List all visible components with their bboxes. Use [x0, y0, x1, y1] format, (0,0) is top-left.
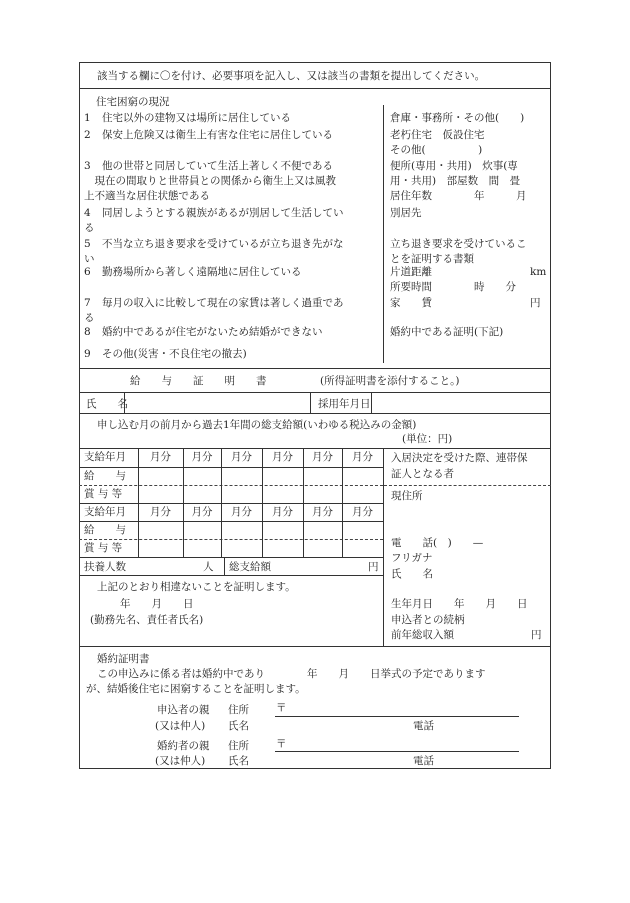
- period-text: 申し込む月の前月から過去1年間の総支給額(いわゆる税込みの金額): [97, 419, 417, 431]
- month-header: 月分: [352, 451, 373, 463]
- housing-item-text: 不当な立ち退き要求を受けているが立ち退き先がな: [102, 238, 344, 250]
- postal-mark: 〒: [276, 702, 287, 714]
- divider: [383, 105, 384, 363]
- relation-label: 申込者との続柄: [391, 614, 465, 626]
- engagement-text-1: この申込みに係る者は婚約中であり 年 月 日挙式の予定であります: [97, 668, 486, 680]
- housing-item-text: 現在の間取りと世帯員との関係から衛生上又は風教: [84, 175, 336, 187]
- housing-item-number: 7: [84, 297, 91, 309]
- name-label: 氏 名: [86, 398, 128, 410]
- month-header: 月分: [272, 506, 293, 518]
- income-unit: 円: [531, 629, 542, 641]
- table-col-line: [138, 448, 139, 557]
- guarantor-phone-label: 電 話( ) —: [391, 537, 484, 549]
- postal-mark: 〒: [276, 738, 287, 750]
- divider: [79, 646, 551, 647]
- housing-item-note: 所要時間 時 分: [390, 281, 516, 293]
- dependents-label: 扶養人数: [84, 561, 126, 573]
- dependents-unit: 人: [203, 561, 214, 573]
- engagement-text-2: が、結婚後住宅に困窮することを証明します。: [86, 683, 306, 695]
- table-row-line: [79, 485, 383, 486]
- housing-item-text: 保安上危険又は衛生上有害な住宅に居住している: [102, 129, 333, 141]
- divider: [384, 485, 551, 486]
- birth-label: 生年月日 年 月 日: [391, 598, 528, 610]
- housing-item-note: 片道距離: [390, 266, 432, 278]
- housing-item-number: 1: [84, 112, 91, 124]
- table-row-line: [79, 521, 383, 522]
- fiance-parent-label: 婚約者の親: [157, 740, 210, 752]
- housing-item-note: とを証明する書類: [390, 253, 474, 265]
- table-row-label: 給 与: [84, 470, 126, 482]
- housing-item-number: 2: [84, 129, 91, 141]
- divider: [383, 448, 384, 646]
- guarantor-heading-1: 入居決定を受けた際、連帯保: [391, 452, 528, 464]
- divider: [79, 88, 551, 89]
- name-label: 氏名: [228, 755, 249, 767]
- engagement-heading: 婚約証明書: [97, 653, 150, 665]
- housing-item-text: 毎月の収入に比較して現在の家賃は著しく過重であ: [102, 297, 344, 309]
- housing-item-text: る: [84, 312, 95, 324]
- housing-item-note: その他( ): [390, 144, 483, 156]
- unit-label: (単位：円): [402, 433, 453, 445]
- housing-item-text: 他の世帯と同居していて生活上著しく不便である: [102, 160, 333, 172]
- housing-item-number: 3: [84, 160, 91, 172]
- table-col-line: [221, 448, 222, 557]
- month-header: 月分: [231, 506, 252, 518]
- housing-item-text: い: [84, 253, 95, 265]
- month-header: 月分: [312, 506, 333, 518]
- housing-item-note: 老朽住宅 仮設住宅: [390, 129, 485, 141]
- address-label: 住所: [228, 704, 249, 716]
- housing-item-text: その他(災害・不良住宅の撤去): [102, 348, 247, 360]
- table-row-line: [79, 467, 383, 468]
- instructions: 該当する欄に〇を付け、必要事項を記入し、又は該当の書類を提出してください。: [97, 70, 486, 82]
- table-row-label: 賞 与 等: [84, 542, 123, 554]
- guarantor-address-label: 現住所: [391, 490, 423, 502]
- or-matchmaker-label: (又は仲人): [155, 755, 206, 767]
- divider: [79, 448, 551, 449]
- salary-title: 給 与 証 明 書: [130, 375, 267, 387]
- table-col-line: [183, 448, 184, 557]
- divider: [310, 392, 311, 413]
- housing-item-text: 婚約中であるが住宅がないため結婚ができない: [102, 326, 323, 338]
- phone-label: 電話: [413, 755, 434, 767]
- housing-item-unit: km: [530, 266, 547, 278]
- address-label: 住所: [228, 740, 249, 752]
- furigana-label: フリガナ: [391, 552, 433, 564]
- housing-item-note: 倉庫・事務所・その他( ): [390, 112, 525, 124]
- housing-item-text: 上不適当な居住状態である: [84, 190, 210, 202]
- housing-item-number: 4: [84, 207, 91, 219]
- housing-item-number: 5: [84, 238, 91, 250]
- divider: [224, 557, 225, 575]
- underline: [275, 716, 519, 717]
- table-row-label: 支給年月: [84, 506, 126, 518]
- phone-label: 電話: [413, 720, 434, 732]
- cert-text: 上記のとおり相違ないことを証明します。: [97, 581, 296, 593]
- housing-item-unit: 円: [530, 297, 541, 309]
- table-row-line: [79, 539, 383, 540]
- housing-item-note: 便所(専用・共用) 炊事(専: [390, 160, 518, 172]
- housing-item-text: る: [84, 222, 95, 234]
- month-header: 月分: [191, 506, 213, 518]
- housing-item-number: 9: [84, 348, 91, 360]
- divider: [79, 557, 383, 558]
- housing-heading: 住宅困窮の現況: [96, 96, 170, 108]
- hire-date-label: 採用年月日: [318, 398, 371, 410]
- divider: [371, 392, 372, 413]
- employer-text: (勤務先名、責任者氏名): [90, 614, 204, 626]
- applicant-parent-label: 申込者の親: [157, 704, 210, 716]
- housing-item-text: 住宅以外の建物又は場所に居住している: [102, 112, 291, 124]
- table-row-label: 賞 与 等: [84, 488, 123, 500]
- month-header: 月分: [231, 451, 252, 463]
- housing-item-note: 婚約中である証明(下記): [390, 326, 504, 338]
- cert-date: 年 月 日: [120, 598, 194, 610]
- table-col-line: [303, 448, 304, 557]
- or-matchmaker-label: (又は仲人): [155, 720, 206, 732]
- housing-item-text: 同居しようとする親族があるが別居して生活してい: [102, 207, 344, 219]
- total-label: 総支給額: [229, 561, 271, 573]
- table-col-line: [262, 448, 263, 557]
- housing-item-note: 別居先: [390, 207, 422, 219]
- guarantor-name-label: 氏 名: [391, 568, 433, 580]
- income-label: 前年総収入額: [391, 629, 454, 641]
- month-header: 月分: [191, 451, 213, 463]
- month-header: 月分: [312, 451, 333, 463]
- housing-item-note: 家 賃: [390, 297, 432, 309]
- housing-item-number: 8: [84, 326, 91, 338]
- guarantor-heading-2: 証人となる者: [391, 468, 454, 480]
- table-col-line: [342, 448, 343, 557]
- divider: [124, 392, 125, 413]
- housing-item-note: 用・共用) 部屋数 間 畳: [390, 175, 521, 187]
- table-row-label: 支給年月: [84, 451, 126, 463]
- divider: [79, 392, 551, 393]
- month-header: 月分: [150, 506, 171, 518]
- underline: [275, 751, 519, 752]
- month-header: 月分: [150, 451, 171, 463]
- divider: [79, 368, 551, 369]
- month-header: 月分: [352, 506, 373, 518]
- divider: [79, 575, 383, 576]
- divider: [79, 413, 551, 414]
- total-unit: 円: [368, 561, 379, 573]
- housing-item-number: 6: [84, 266, 91, 278]
- salary-title-note: (所得証明書を添付すること。): [320, 375, 460, 387]
- housing-item-note: 居住年数 年 月: [390, 190, 527, 202]
- table-row-line: [79, 503, 383, 504]
- name-label: 氏名: [228, 720, 249, 732]
- month-header: 月分: [272, 451, 293, 463]
- table-row-label: 給 与: [84, 524, 126, 536]
- housing-item-text: 勤務場所から著しく遠隔地に居住している: [102, 266, 302, 278]
- housing-item-note: 立ち退き要求を受けているこ: [390, 238, 527, 250]
